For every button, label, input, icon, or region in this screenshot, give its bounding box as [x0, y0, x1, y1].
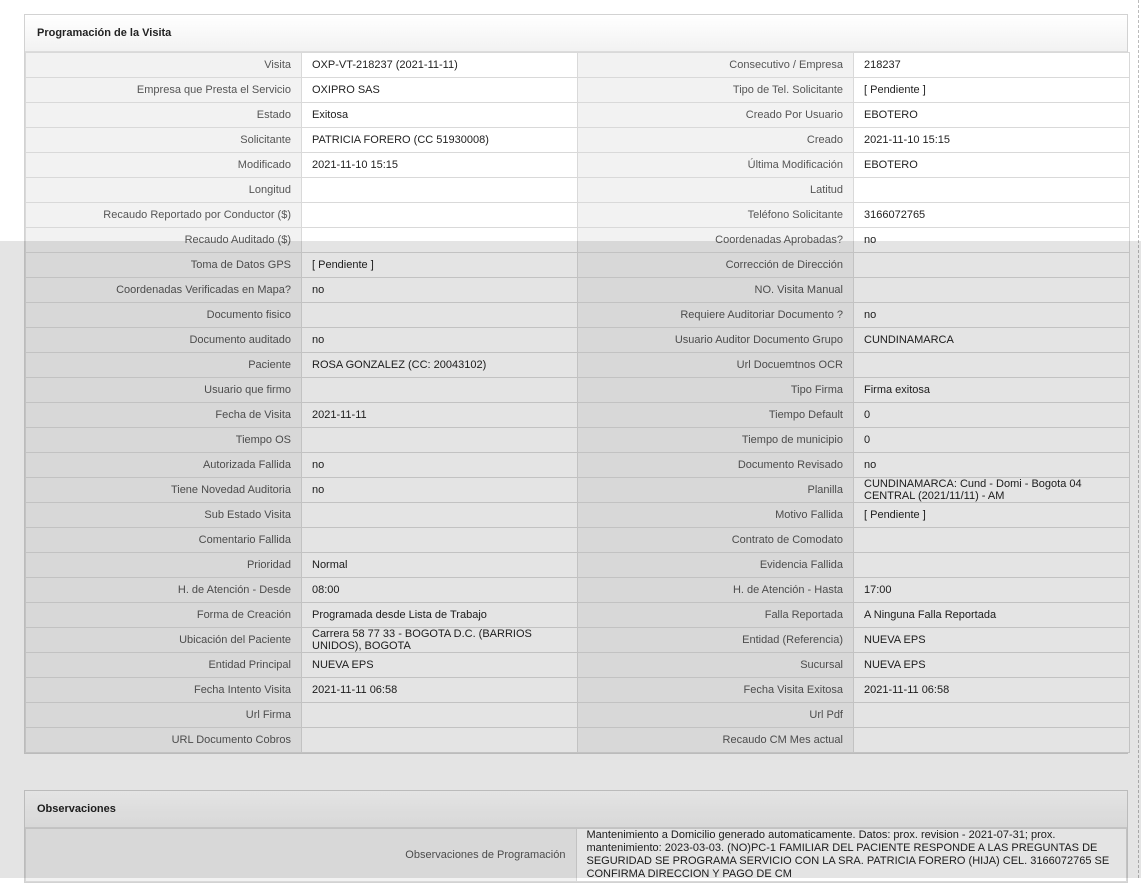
field-value-right: [854, 553, 1130, 578]
field-label-right: Planilla: [578, 478, 854, 503]
field-row: [26, 678, 1130, 703]
field-value-left: [302, 728, 578, 753]
field-value-right: [854, 278, 1130, 303]
field-label-left: Fecha Intento Visita: [26, 678, 302, 703]
field-label-right: Recaudo CM Mes actual: [578, 728, 854, 753]
field-label-left: Recaudo Reportado por Conductor ($): [26, 203, 302, 228]
field-value-right: Firma exitosa: [854, 378, 1130, 403]
field-label-right: Creado: [578, 128, 854, 153]
field-label-left: Coordenadas Verificadas en Mapa?: [26, 278, 302, 303]
programacion-panel-title: Programación de la Visita: [25, 15, 1127, 52]
field-row: [26, 303, 1130, 328]
field-value-right: 3166072765: [854, 203, 1130, 228]
field-row: [26, 128, 1130, 153]
field-label-right: Tipo de Tel. Solicitante: [578, 78, 854, 103]
field-value-left: [302, 303, 578, 328]
field-row: [26, 728, 1130, 753]
field-label-right: Motivo Fallida: [578, 503, 854, 528]
field-label-right: Evidencia Fallida: [578, 553, 854, 578]
observaciones-panel-title: Observaciones: [25, 791, 1127, 828]
field-label-left: Autorizada Fallida: [26, 453, 302, 478]
field-label-right: Corrección de Dirección: [578, 253, 854, 278]
field-value-right: 17:00: [854, 578, 1130, 603]
field-value-right: [854, 253, 1130, 278]
observaciones-table: [25, 828, 1127, 882]
field-row: [26, 703, 1130, 728]
field-row: [26, 278, 1130, 303]
field-label-left: Modificado: [26, 153, 302, 178]
field-label-left: Estado: [26, 103, 302, 128]
field-label-right: Requiere Auditoriar Documento ?: [578, 303, 854, 328]
field-value-left: [302, 228, 578, 253]
field-value-right: A Ninguna Falla Reportada: [854, 603, 1130, 628]
page-edge-divider: [1138, 0, 1139, 878]
field-value-right: [854, 178, 1130, 203]
field-value-right: 0: [854, 428, 1130, 453]
observaciones-panel: [24, 790, 1128, 883]
field-label-right: Creado Por Usuario: [578, 103, 854, 128]
field-value-left: [302, 178, 578, 203]
field-label-left: Prioridad: [26, 553, 302, 578]
field-value-left: no: [302, 453, 578, 478]
field-value-left: 2021-11-11 06:58: [302, 678, 578, 703]
field-value-right: 0: [854, 403, 1130, 428]
field-label-left: Usuario que firmo: [26, 378, 302, 403]
field-row: [26, 578, 1130, 603]
field-label-left: Forma de Creación: [26, 603, 302, 628]
field-row: [26, 528, 1130, 553]
field-row: [26, 453, 1130, 478]
field-value-left: 2021-11-11: [302, 403, 578, 428]
field-label-left: Tiene Novedad Auditoria: [26, 478, 302, 503]
field-value-left: 08:00: [302, 578, 578, 603]
field-row: [26, 653, 1130, 678]
field-row: [26, 628, 1130, 653]
field-label-right: Sucursal: [578, 653, 854, 678]
field-value-left: 2021-11-10 15:15: [302, 153, 578, 178]
field-row: [26, 228, 1130, 253]
field-label-right: Documento Revisado: [578, 453, 854, 478]
field-value-left: ROSA GONZALEZ (CC: 20043102): [302, 353, 578, 378]
field-value-right: 2021-11-10 15:15: [854, 128, 1130, 153]
field-value-right: CUNDINAMARCA: Cund - Domi - Bogota 04 CENTRAL (2021/11/11) - AM: [854, 478, 1130, 503]
field-value-left: Normal: [302, 553, 578, 578]
field-label-left: Ubicación del Paciente: [26, 628, 302, 653]
field-label-right: Entidad (Referencia): [578, 628, 854, 653]
field-value-left: [ Pendiente ]: [302, 253, 578, 278]
field-value-left: no: [302, 278, 578, 303]
field-label-left: Documento fisico: [26, 303, 302, 328]
field-value-left: [302, 703, 578, 728]
field-label-left: H. de Atención - Desde: [26, 578, 302, 603]
field-label-left: Sub Estado Visita: [26, 503, 302, 528]
field-label-right: H. de Atención - Hasta: [578, 578, 854, 603]
field-value-left: Carrera 58 77 33 - BOGOTA D.C. (BARRIOS UNIDOS), BOGOTA: [302, 628, 578, 653]
field-label-left: Fecha de Visita: [26, 403, 302, 428]
field-label-left: Entidad Principal: [26, 653, 302, 678]
field-row: [26, 553, 1130, 578]
field-label-left: Solicitante: [26, 128, 302, 153]
field-value-left: [302, 378, 578, 403]
field-value-right: EBOTERO: [854, 153, 1130, 178]
field-row: [26, 78, 1130, 103]
field-row: [26, 203, 1130, 228]
field-value-left: PATRICIA FORERO (CC 51930008): [302, 128, 578, 153]
field-value-right: NUEVA EPS: [854, 628, 1130, 653]
field-value-right: [ Pendiente ]: [854, 78, 1130, 103]
field-value-left: OXIPRO SAS: [302, 78, 578, 103]
observaciones-value: Mantenimiento a Domicilio generado automaticamente. Datos: prox. revision - 2021-07-31; prox. mantenimiento: 2023-03-03. (NO)PC-1 FAMILIAR DEL PACIENTE RESPONDE A LAS PREGUNTAS DE SEGURIDAD SE PROGRAMA SERVICIO CON LA SRA. PATRICIA FORERO (HIJA) CEL. 3166072765 SE CONFIRMA DIRECCION Y PAGO DE CM: [576, 829, 1127, 882]
field-label-right: Latitud: [578, 178, 854, 203]
field-value-right: [854, 528, 1130, 553]
field-value-left: no: [302, 478, 578, 503]
field-value-right: no: [854, 228, 1130, 253]
field-label-right: Última Modificación: [578, 153, 854, 178]
field-value-right: [854, 353, 1130, 378]
field-value-left: [302, 503, 578, 528]
field-label-left: Tiempo OS: [26, 428, 302, 453]
field-value-right: [854, 728, 1130, 753]
field-value-right: EBOTERO: [854, 103, 1130, 128]
field-row: [26, 53, 1130, 78]
field-label-left: Empresa que Presta el Servicio: [26, 78, 302, 103]
field-label-right: Fecha Visita Exitosa: [578, 678, 854, 703]
programacion-table: [25, 52, 1130, 753]
field-label-right: Tiempo de municipio: [578, 428, 854, 453]
field-row: [26, 103, 1130, 128]
field-label-right: Contrato de Comodato: [578, 528, 854, 553]
field-label-right: Teléfono Solicitante: [578, 203, 854, 228]
field-row: [26, 328, 1130, 353]
field-value-right: no: [854, 453, 1130, 478]
field-label-right: Consecutivo / Empresa: [578, 53, 854, 78]
field-value-left: [302, 428, 578, 453]
field-label-right: Falla Reportada: [578, 603, 854, 628]
field-label-left: Paciente: [26, 353, 302, 378]
field-row: [26, 253, 1130, 278]
field-label-left: Documento auditado: [26, 328, 302, 353]
field-label-right: Url Docuemtnos OCR: [578, 353, 854, 378]
observaciones-row: [26, 829, 1127, 882]
field-label-right: Tiempo Default: [578, 403, 854, 428]
field-label-left: Comentario Fallida: [26, 528, 302, 553]
field-value-right: 218237: [854, 53, 1130, 78]
field-value-right: no: [854, 303, 1130, 328]
field-row: [26, 153, 1130, 178]
field-row: [26, 403, 1130, 428]
field-label-left: Toma de Datos GPS: [26, 253, 302, 278]
field-label-right: Usuario Auditor Documento Grupo: [578, 328, 854, 353]
field-value-left: Exitosa: [302, 103, 578, 128]
field-value-right: CUNDINAMARCA: [854, 328, 1130, 353]
field-label-left: Url Firma: [26, 703, 302, 728]
field-value-left: OXP-VT-218237 (2021-11-11): [302, 53, 578, 78]
field-row: [26, 603, 1130, 628]
field-label-left: Longitud: [26, 178, 302, 203]
field-label-left: Recaudo Auditado ($): [26, 228, 302, 253]
field-value-left: [302, 528, 578, 553]
field-label-left: Visita: [26, 53, 302, 78]
field-row: [26, 353, 1130, 378]
programacion-panel: [24, 14, 1128, 754]
field-label-right: Url Pdf: [578, 703, 854, 728]
field-label-right: Coordenadas Aprobadas?: [578, 228, 854, 253]
field-value-left: Programada desde Lista de Trabajo: [302, 603, 578, 628]
field-value-left: NUEVA EPS: [302, 653, 578, 678]
field-value-right: [854, 703, 1130, 728]
field-row: [26, 378, 1130, 403]
field-label-left: URL Documento Cobros: [26, 728, 302, 753]
field-value-left: [302, 203, 578, 228]
field-value-left: no: [302, 328, 578, 353]
field-row: [26, 178, 1130, 203]
observaciones-label: Observaciones de Programación: [26, 829, 577, 882]
field-label-right: NO. Visita Manual: [578, 278, 854, 303]
field-value-right: [ Pendiente ]: [854, 503, 1130, 528]
field-row: [26, 428, 1130, 453]
field-label-right: Tipo Firma: [578, 378, 854, 403]
field-value-right: 2021-11-11 06:58: [854, 678, 1130, 703]
field-row: [26, 478, 1130, 503]
field-row: [26, 503, 1130, 528]
field-value-right: NUEVA EPS: [854, 653, 1130, 678]
